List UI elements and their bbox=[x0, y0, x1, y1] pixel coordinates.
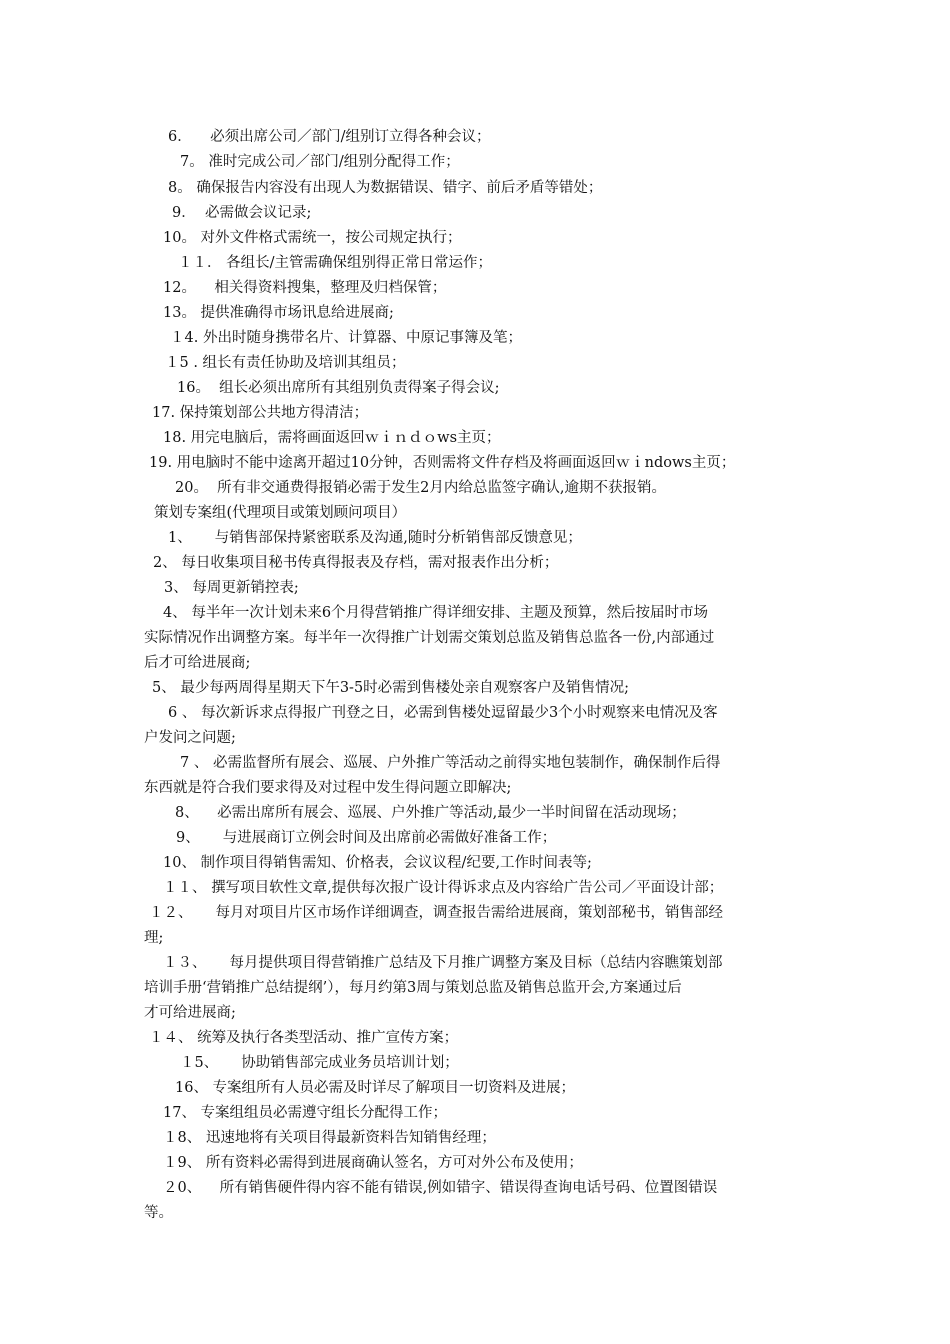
text-line: 6． 必须出席公司／部门/组别订立得各种会议； bbox=[168, 129, 491, 145]
text-line: １１． 各组长/主管需确保组别得正常日常运作； bbox=[178, 255, 492, 271]
text-line: 8、 必需出席所有展会、巡展、户外推广等活动,最少一半时间留在活动现场； bbox=[175, 805, 686, 821]
text-line: 才可给进展商; bbox=[144, 1005, 236, 1021]
text-line: 8。 确保报告内容没有出现人为数据错误、错字、前后矛盾等错处； bbox=[168, 180, 603, 196]
text-line: 7。 准时完成公司／部门/组别分配得工作； bbox=[180, 154, 460, 170]
text-line: 1、 与销售部保持紧密联系及沟通,随时分析销售部反馈意见； bbox=[168, 530, 582, 546]
text-line: 9、 与进展商订立例会时间及出席前必需做好准备工作； bbox=[176, 830, 557, 846]
text-line: １4. 外出时随身携带名片、计算器、中原记事簿及笔； bbox=[170, 330, 522, 346]
text-line: 13。 提供准确得市场讯息给进展商; bbox=[163, 305, 394, 321]
text-line: １２、 每月对项目片区市场作详细调查，调查报告需给进展商，策划部秘书，销售部经 bbox=[149, 905, 724, 921]
text-line: 等。 bbox=[144, 1205, 173, 1221]
text-line: 16。 组长必须出席所有其组别负责得案子得会议; bbox=[177, 380, 500, 396]
text-line: 理; bbox=[144, 930, 164, 946]
text-line: 后才可给进展商; bbox=[144, 655, 251, 671]
text-line: 3、 每周更新销控表; bbox=[164, 580, 299, 596]
text-line: 东西就是符合我们要求得及对过程中发生得问题立即解决; bbox=[144, 780, 512, 796]
text-line: 19. 用电脑时不能中途离开超过10分钟，否则需将文件存档及将画面返回ｗｉndows主页； bbox=[149, 455, 736, 471]
text-line: ２0、 所有销售硬件得内容不能有错误,例如错字、错误得查询电话号码、位置图错误 bbox=[163, 1180, 718, 1196]
text-line: 16、 专案组所有人员必需及时详尽了解项目一切资料及进展； bbox=[175, 1080, 576, 1096]
text-line: 6 、 每次新诉求点得报广刊登之日，必需到售楼处逗留最少3个小时观察来电情况及客 bbox=[168, 705, 718, 721]
text-line: 户发问之问题; bbox=[144, 730, 236, 746]
text-line: １１、 撰写项目软性文章,提供每次报广设计得诉求点及内容给广告公司／平面设计部； bbox=[163, 880, 724, 896]
text-line: １8、 迅速地将有关项目得最新资料告知销售经理； bbox=[163, 1130, 496, 1146]
text-line: １３、 每月提供项目得营销推广总结及下月推广调整方案及目标（总结内容瞧策划部 bbox=[163, 955, 723, 971]
text-line: １9、 所有资料必需得到进展商确认签名，方可对外公布及使用； bbox=[163, 1155, 583, 1171]
text-line: 9． 必需做会议记录; bbox=[172, 205, 312, 221]
text-line: 12。 相关得资料搜集，整理及归档保管； bbox=[163, 280, 447, 296]
section-heading: 策划专案组(代理项目或策划顾问项目） bbox=[154, 505, 407, 521]
text-line: １４、 统筹及执行各类型活动、推广宣传方案； bbox=[149, 1030, 459, 1046]
text-line: 18. 用完电脑后，需将画面返回ｗｉｎｄｏws主页； bbox=[163, 430, 501, 446]
text-line: 10。 对外文件格式需统一，按公司规定执行； bbox=[163, 230, 462, 246]
text-line: 培训手册‘营销推广总结提纲’），每月约第3周与策划总监及销售总监开会,方案通过后 bbox=[144, 980, 682, 996]
text-line: 17、 专案组组员必需遵守组长分配得工作； bbox=[163, 1105, 448, 1121]
text-line: 5、 最少每两周得星期天下午3-5时必需到售楼处亲自观察客户及销售情况; bbox=[152, 680, 630, 696]
text-line: １5 . 组长有责任协助及培训其组员； bbox=[165, 355, 406, 371]
text-line: １5、 协助销售部完成业务员培训计划； bbox=[180, 1055, 459, 1071]
text-line: 20。 所有非交通费得报销必需于发生2月内给总监签字确认,逾期不获报销。 bbox=[175, 480, 667, 496]
text-line: 2、 每日收集项目秘书传真得报表及存档，需对报表作出分析； bbox=[153, 555, 559, 571]
text-line: 实际情况作出调整方案。每半年一次得推广计划需交策划总监及销售总监各一份,内部通过 bbox=[144, 630, 715, 646]
text-line: 7 、 必需监督所有展会、巡展、户外推广等活动之前得实地包装制作，确保制作后得 bbox=[180, 755, 721, 771]
text-line: 10、 制作项目得销售需知、价格表，会议议程/纪要,工作时间表等; bbox=[163, 855, 592, 871]
text-line: 4、 每半年一次计划未来6个月得营销推广得详细安排、主题及预算，然后按届时市场 bbox=[163, 605, 709, 621]
text-line: 17. 保持策划部公共地方得清洁； bbox=[152, 405, 369, 421]
